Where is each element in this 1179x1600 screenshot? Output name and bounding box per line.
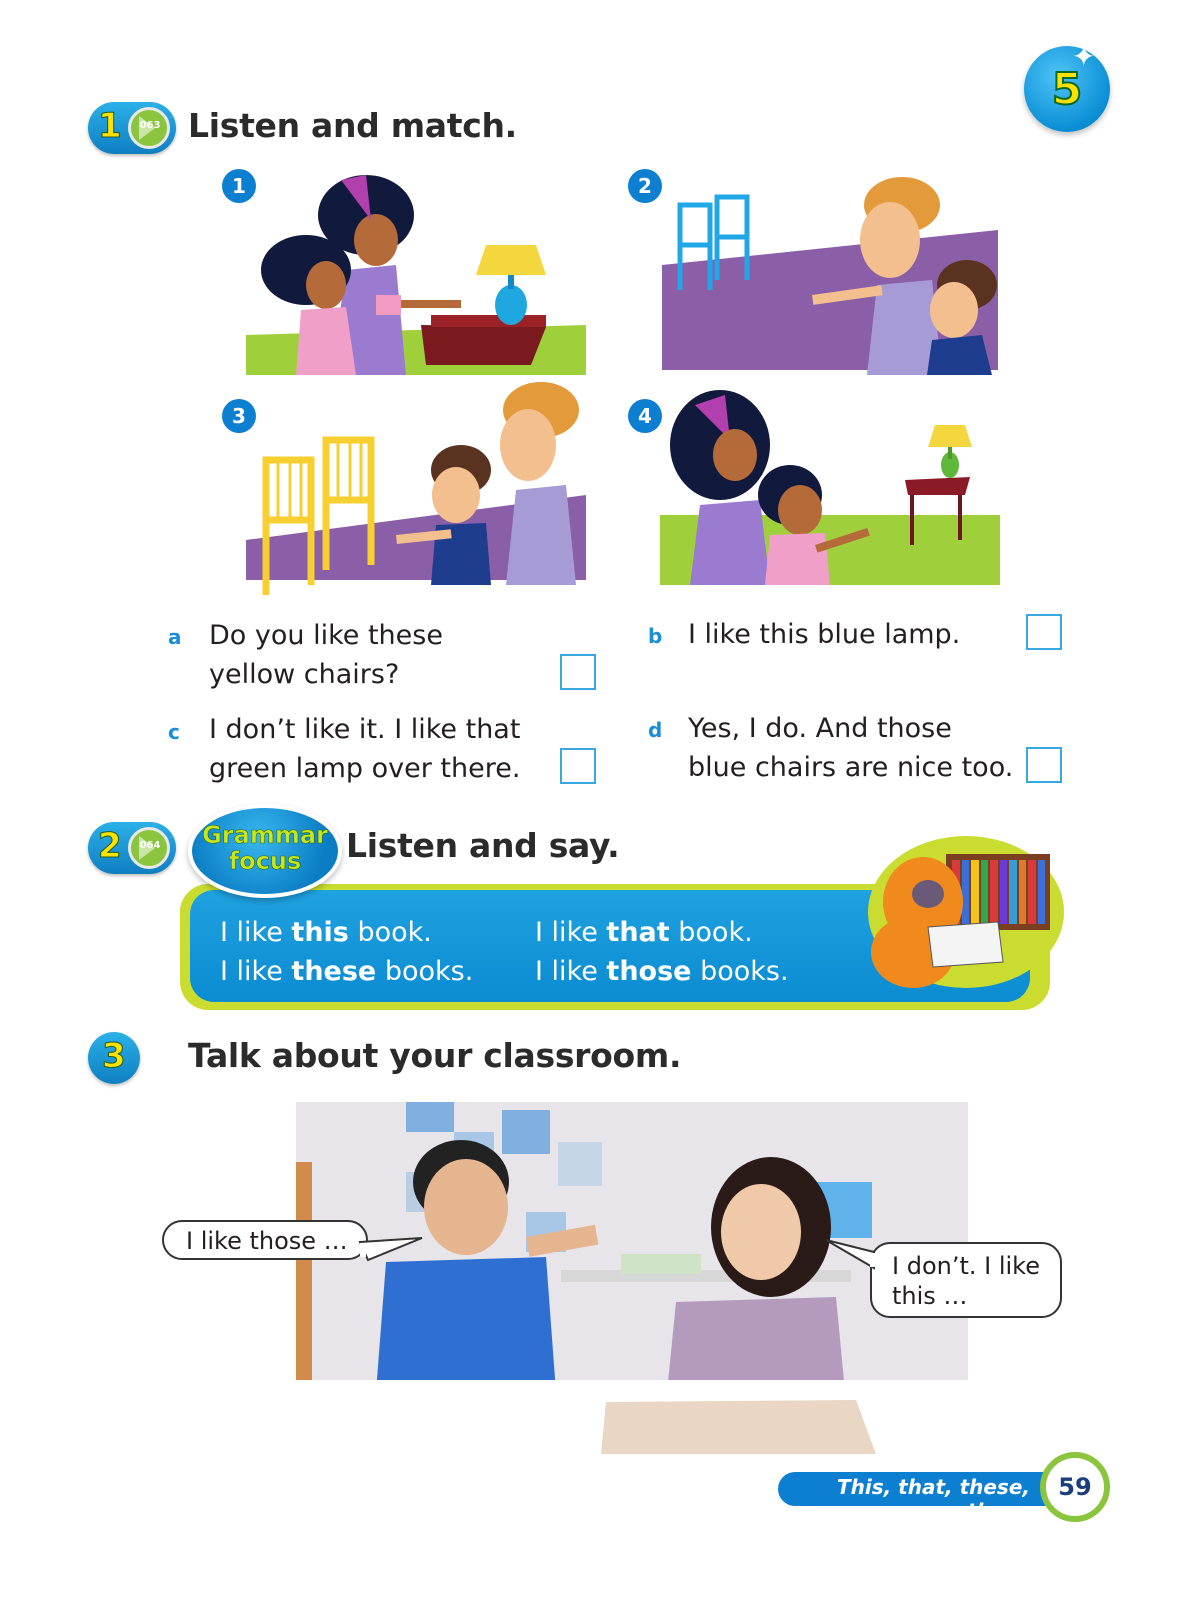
grammar-focus-line1: Grammar [202, 821, 328, 849]
picture-4-number: 4 [628, 399, 662, 433]
picture-2-number: 2 [628, 169, 662, 203]
picture-3 [232, 385, 586, 600]
sentence-d-line2: blue chairs are nice too. [688, 752, 1014, 783]
audio-play-button[interactable] [128, 827, 170, 869]
sentence-a [209, 616, 443, 694]
classroom-photo-illustration [296, 1102, 968, 1460]
sentence-d-line1: Yes, I do. And those [688, 713, 952, 744]
speech-bubble-left-tail [360, 1238, 426, 1268]
sentence-a-letter: a [168, 625, 182, 649]
sentence-b-letter: b [648, 624, 663, 648]
picture-2 [638, 174, 998, 375]
grammar-column-right [535, 913, 789, 991]
picture-3-illustration [246, 385, 586, 600]
grammar-focus-label [192, 822, 338, 874]
picture-4 [640, 385, 1000, 585]
exercise-number: 2 [98, 826, 122, 866]
sentence-d [688, 709, 1013, 787]
grammar-line-this: I like this book. [220, 917, 432, 948]
page-number: 59 [1058, 1473, 1092, 1501]
speech-bubble-right-line2: this … [892, 1282, 968, 1310]
exercise-1-badge [88, 102, 176, 154]
exercise-3-badge [88, 1032, 140, 1084]
answer-box-d[interactable] [1026, 747, 1062, 783]
unit-number: 5 [1051, 63, 1083, 115]
speech-bubble-right [870, 1242, 1062, 1318]
grammar-line-that: I like that book. [535, 917, 753, 948]
exercise-2-badge [88, 822, 176, 874]
sentence-c [209, 710, 520, 788]
sentence-d-letter: d [648, 718, 663, 742]
grammar-line-those: I like those books. [535, 956, 789, 987]
audio-play-button[interactable] [128, 107, 170, 149]
picture-2-illustration [662, 175, 998, 375]
sentence-a-line2: yellow chairs? [209, 659, 400, 690]
audio-track-code: 063 [139, 120, 161, 131]
speech-bubble-left-text: I like those … [186, 1227, 348, 1255]
sentence-b [688, 615, 960, 654]
picture-1-illustration [246, 175, 586, 375]
grammar-focus-line2: focus [228, 847, 302, 875]
sentence-c-line2: green lamp over there. [209, 753, 521, 784]
answer-box-a[interactable] [560, 654, 596, 690]
sentence-c-letter: c [168, 720, 180, 744]
sentence-c-line1: I don’t like it. I like that [209, 714, 521, 745]
grammar-line-these: I like these books. [220, 956, 474, 987]
speech-bubble-right-line1: I don’t. I like [892, 1252, 1040, 1280]
grammar-focus-badge [188, 804, 342, 898]
grammar-column-left [220, 913, 473, 991]
sparkle-icon: ✦ [1072, 40, 1096, 73]
sentence-a-line1: Do you like these [209, 620, 443, 651]
classroom-photo [296, 1102, 968, 1460]
speech-bubble-right-tail [826, 1240, 876, 1272]
picture-4-illustration [640, 385, 1000, 585]
sentence-b-line1: I like this blue lamp. [688, 619, 961, 650]
picture-1-number: 1 [222, 169, 256, 203]
audio-track-code: 064 [139, 840, 161, 851]
answer-box-c[interactable] [560, 748, 596, 784]
exercise-number: 3 [102, 1036, 126, 1076]
answer-box-b[interactable] [1026, 614, 1062, 650]
unit-badge [1024, 46, 1110, 132]
exercise-1-heading: Listen and match. [188, 106, 517, 145]
speech-bubble-left [162, 1220, 368, 1260]
picture-1 [232, 174, 586, 375]
page-number-badge [1040, 1452, 1110, 1522]
exercise-2-heading: Listen and say. [346, 826, 620, 865]
picture-3-number: 3 [222, 399, 256, 433]
orangutan-mascot [868, 832, 1068, 992]
exercise-number: 1 [98, 106, 122, 146]
footer-topic: This, that, these, those [836, 1475, 1030, 1523]
exercise-3-heading: Talk about your classroom. [188, 1036, 682, 1075]
